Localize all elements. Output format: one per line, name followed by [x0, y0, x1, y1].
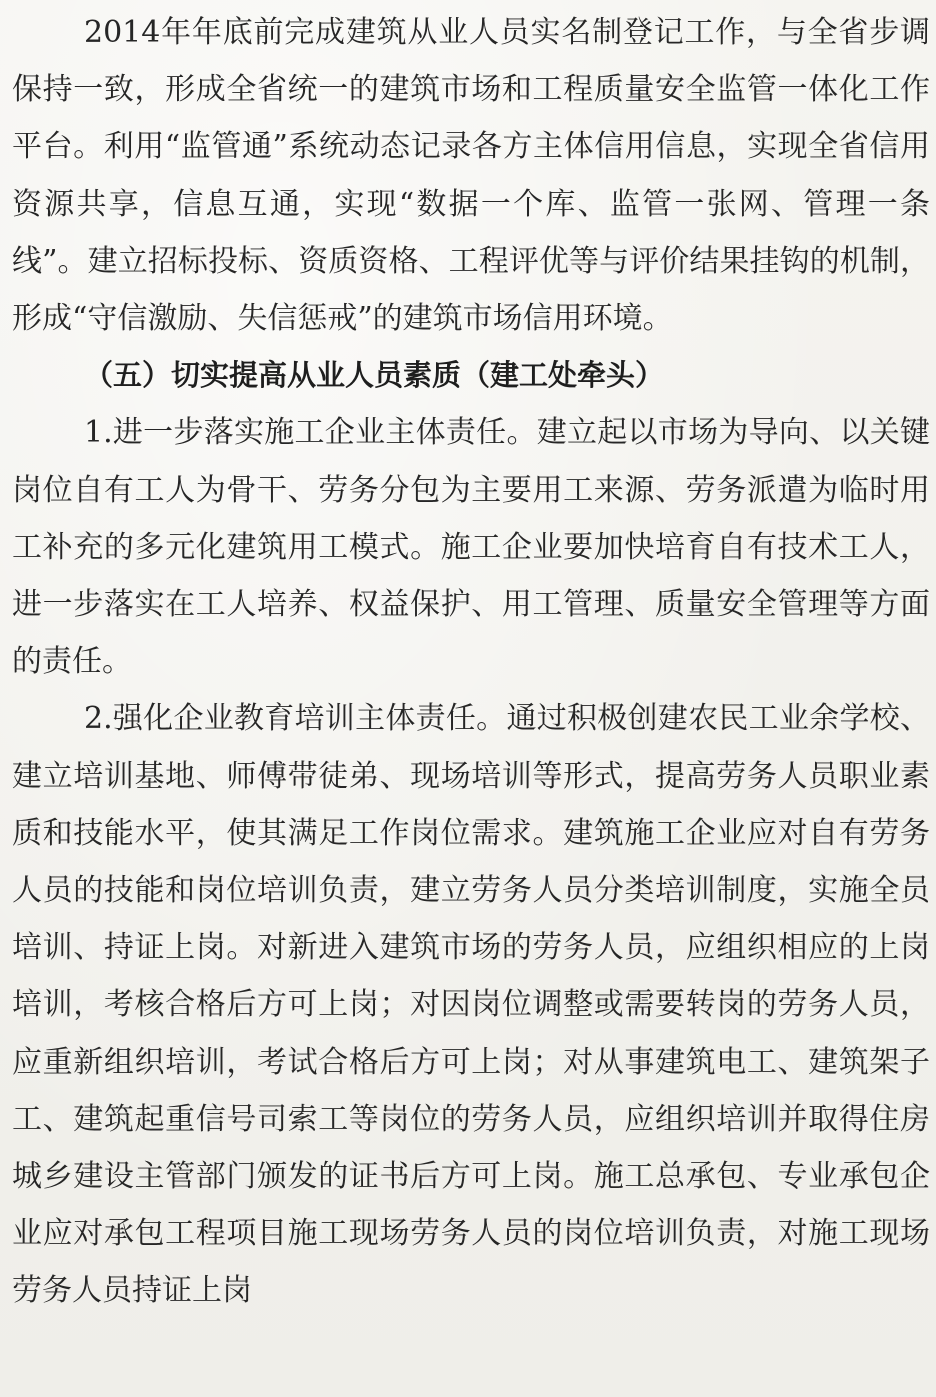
- paragraph-credit-platform: 2014年年底前完成建筑从业人员实名制登记工作，与全省步调保持一致，形成全省统一的建筑市场和工程质量安全监管一体化工作平台。利用“监管通”系统动态记录各方主体信用信息，实现全省信用资源共享，信息互通，实现“数据一个库、监管一张网、管理一条线”。建立招标投标、资质资格、工程评优等与评价结果挂钩的机制，形成“守信激励、失信惩戒”的建筑市场信用环境。: [12, 15, 930, 337]
- section-heading-five: （五）切实提高从业人员素质（建工处牵头）: [84, 358, 665, 393]
- document-body: [12, 4, 930, 1320]
- paragraph-item-2: 2.强化企业教育培训主体责任。通过积极创建农民工业余学校、建立培训基地、师傅带徒弟、现场培训等形式，提高劳务人员职业素质和技能水平，使其满足工作岗位需求。建筑施工企业应对自有劳务人员的技能和岗位培训负责，建立劳务人员分类培训制度，实施全员培训、持证上岗。对新进入建筑市场的劳务人员，应组织相应的上岗培训，考核合格后方可上岗；对因岗位调整或需要转岗的劳务人员，应重新组织培训，考试合格后方可上岗；对从事建筑电工、建筑架子工、建筑起重信号司索工等岗位的劳务人员，应组织培训并取得住房城乡建设主管部门颁发的证书后方可上岗。施工总承包、专业承包企业应对承包工程项目施工现场劳务人员的岗位培训负责，对施工现场劳务人员持证上岗: [12, 701, 930, 1309]
- paragraph-item-1: 1.进一步落实施工企业主体责任。建立起以市场为导向、以关键岗位自有工人为骨干、劳务分包为主要用工来源、劳务派遣为临时用工补充的多元化建筑用工模式。施工企业要加快培育自有技术工人，进一步落实在工人培养、权益保护、用工管理、质量安全管理等方面的责任。: [12, 415, 930, 680]
